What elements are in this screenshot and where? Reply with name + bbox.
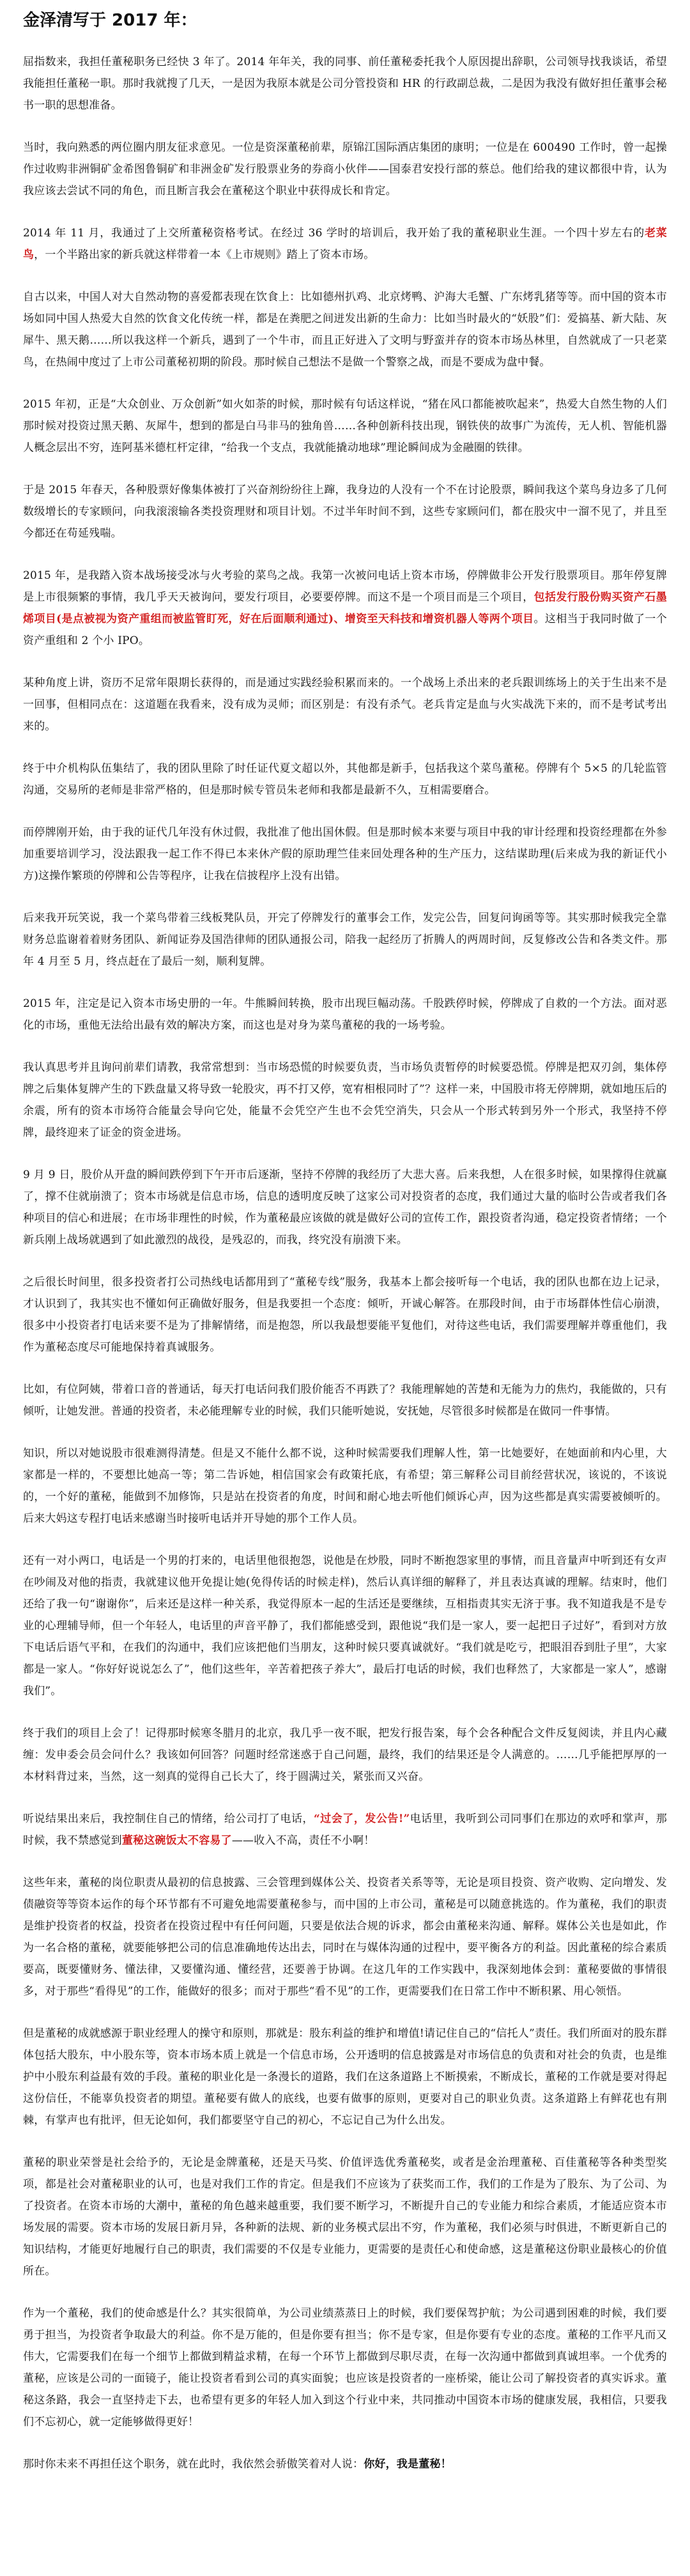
highlighted-text: 老菜鸟: [23, 227, 667, 261]
article-paragraph: [23, 394, 667, 459]
article-paragraph: [23, 565, 667, 652]
article-paragraph: [23, 1057, 667, 1144]
paragraph-text: 听说结果出来后，我控制住自己的情绪，给公司打了电话，: [23, 1813, 314, 1825]
article-paragraph: [23, 222, 667, 266]
article-paragraph: [23, 1872, 667, 2002]
article-paragraph: [23, 1808, 667, 1851]
paragraph-text: 终于我们的项目上会了！记得那时候寒冬腊月的北京，我几乎一夜不眠，把发行报告案，每个会各种配合文件反复阅读，并且内心藏缠：发申委会员会问什么？我该如何回答？问题时经常迷惑于自己问题，最终，我们的结果还是令人满意的。……几乎能把厚厚的一本材料背过来，当然，这一刻真的觉得自己长大了，终于圆满过关，紧张而又兴奋。: [23, 1727, 667, 1783]
paragraph-text: ，一个半路出家的新兵就这样带着一本《上市规则》踏上了资本市场。: [34, 249, 375, 261]
paragraph-text: 电话里，我听到公司同事们在那边的欢呼和掌声，那时候，我不禁感觉到: [23, 1813, 667, 1847]
article-paragraph: [23, 907, 667, 972]
paragraph-text: 当时，我向熟悉的两位圈内朋友征求意见。一位是资深董秘前辈，原锦江国际酒店集团的康明；一位是在 600490 工作时，曾一起操作过收购非洲铜矿金希图鲁铜矿和非洲金矿发行股票业务的券商小伙伴——国泰君安投行部的蔡总。他们给我的建议都很中肯，认为我应该去尝试不同的角色，而且断言我会在董秘这个职业中获得成长和肯定。: [23, 141, 667, 197]
article-body: [23, 51, 667, 2475]
paragraph-text: 比如，有位阿姨，带着口音的普通话，每天打电话问我们股价能否不再跌了？我能理解她的苦楚和无能为力的焦灼，我能做的，只有倾听，让她发泄。普通的投资者，未必能理解专业的时候，我们只能听她说，安抚她，尽管很多时候都是在做同一件事情。: [23, 1383, 667, 1418]
article-paragraph: [23, 758, 667, 801]
paragraph-text: 2015 年，是我踏入资本战场接受冰与火考验的菜鸟之战。我第一次被问电话上资本市场，停牌做非公开发行股票项目。那年停复牌是上市很频繁的事情，我几乎天天被询问，要发行项目，必要要停牌。而这不是一个项目而是三个项目，: [23, 569, 667, 604]
highlighted-text: “过会了，发公告!”: [314, 1813, 410, 1825]
article-paragraph: [23, 1722, 667, 1788]
article-paragraph: [23, 1164, 667, 1251]
paragraph-text: 2015 年，注定是记入资本市场史册的一年。牛熊瞬间转换，股市出现巨幅动荡。千股跌停时候，停牌成了自救的一个方法。面对恶化的市场，重他无法给出最有效的解决方案，而这也是对身为菜鸟董秘的我的一场考验。: [23, 997, 667, 1032]
article-title: 金泽清写于 2017 年：: [23, 11, 197, 30]
paragraph-text: 知识，所以对她说股市很难测得清楚。但是又不能什么都不说，这种时候需要我们理解人性，第一比她要好，在她面前和内心里，大家都是一样的，不要想比她高一等；第二告诉她，相信国家会有政策托底，有希望；第三解释公司目前经营状况，该说的，不该说的，一个好的董秘，能做到不加修饰，只是站在投资者的角度，时间和耐心地去听他们倾诉心声，因为这些都是真实需要被倾听的。后来大妈这专程打电话来感谢当时接听电话并开导她的那个工作人员。: [23, 1447, 667, 1525]
article-paragraph: [23, 137, 667, 202]
paragraph-text: 2015 年初，正是“大众创业、万众创新”如火如荼的时候，那时候有句话这样说，“猪在风口都能被吹起来”，热爱大自然生物的人们那时候对投资过黑天鹅、灰犀牛，想到的都是白马非马的独角兽……各种创新科技出现，钢铁侠的故事广为流传，无人机、智能机器人概念层出不穷，连阿基米德杠杆定律，“给我一个支点，我就能撬动地球”理论瞬间成为金融圈的铁律。: [23, 398, 667, 454]
article-paragraph: [23, 1550, 667, 1702]
paragraph-text: 某种角度上讲，资历不足常年限期长获得的，而是通过实践经验积累而来的。一个战场上杀出来的老兵跟训练场上的关于生出来不是一回事，但相同点在：这道题在我看来，没有成为灵师；而区别是：有没有杀气。老兵肯定是血与火实战洗下来的，而不是考试考出来的。: [23, 677, 667, 733]
article-paragraph: [23, 2152, 667, 2282]
bold-text: 你好，我是董秘！: [364, 2458, 452, 2471]
paragraph-text: 2014 年 11 月，我通过了上交所董秘资格考试。在经过 36 学时的培训后，我开始了我的董秘职业生涯。一个四十岁左右的: [23, 227, 645, 240]
paragraph-text: 作为一个董秘，我们的使命感是什么？其实很简单，为公司业绩蒸蒸日上的时候，我们要保驾护航；为公司遇到困难的时候，我们要勇于担当，为投资者争取最大的利益。你不是万能的，但是你要有担当；你不是专家，但是你要有专业的态度。董秘的工作平凡而又伟大，它需要我们在每一个细节上都做到精益求精，在每一个环节上都做到尽职尽责，在每一次沟通中都做到真诚坦率。一个优秀的董秘，应该是公司的一面镜子，能让投资者看到公司的真实面貌；也应该是投资者的一座桥梁，能让公司了解投资者的真实诉求。董秘这条路，我会一直坚持走下去，也希望有更多的年轻人加入到这个行业中来，共同推动中国资本市场的健康发展，我相信，只要我们不忘初心，就一定能够做得更好！: [23, 2307, 667, 2428]
article-paragraph: [23, 51, 667, 116]
paragraph-text: 但是董秘的成就感源于职业经理人的操守和原则，那就是：股东利益的维护和增值!请记住自己的“信托人”责任。我们所面对的股东群体包括大股东，中小股东等，资本市场本质上就是一个信息市场，公开透明的信息披露是对市场信息的负责和对社会的负责，也是维护中小股东利益最有效的手段。董秘的职业化是一条漫长的道路，我们在这条道路上不断摸索，不断成长，董秘的工作就是要对得起这份信任，不能辜负投资者的期望。董秘要有做人的底线，也要有做事的原则，更要对自己的职业负责。这条道路上有鲜花也有荆棘，有掌声也有批评，但无论如何，我们都要坚守自己的初心，不忘记自己为什么出发。: [23, 2027, 667, 2127]
article-paragraph: [23, 1271, 667, 1358]
paragraph-text: 屈指数来，我担任董秘职务已经快 3 年了。2014 年年关，我的同事、前任董秘委托我个人原因提出辞职，公司领导找我谈话，希望我能担任董秘一职。那时我就搜了几天，一是因为我原本就是公司分管投资和 HR 的行政副总裁，二是因为我没有做好担任董事会秘书一职的思想准备。: [23, 56, 667, 112]
paragraph-text: 董秘的职业荣誉是社会给予的，无论是金牌董秘，还是天马奖、价值评选优秀董秘奖，或者是金治理董秘、百佳董秘等各种类型奖项，都是社会对董秘职业的认可，也是对我们工作的肯定。但是我们不应该为了获奖而工作，我们的工作是为了股东、为了公司、为了投资者。在资本市场的大潮中，董秘的角色越来越重要，我们要不断学习，不断提升自己的专业能力和综合素质，才能适应资本市场发展的需要。资本市场的发展日新月异，各种新的法规、新的业务模式层出不穷，作为董秘，我们必须与时俱进，不断更新自己的知识结构，才能更好地履行自己的职责，我们需要的不仅是专业能力，更需要的是责任心和使命感，这是董秘这份职业最核心的价值所在。: [23, 2156, 667, 2278]
highlighted-text: 包括发行股份购买资产石墨烯项目(是点被视为资产重组而被监管盯死，好在后面顺利通过)、增资至天科技和增资机器人等两个项目: [23, 591, 667, 625]
article-paragraph: [23, 1443, 667, 1529]
article-paragraph: [23, 2453, 667, 2475]
article-paragraph: [23, 286, 667, 373]
paragraph-text: 终于中介机构队伍集结了，我的团队里除了时任证代夏文超以外，其他都是新手，包括我这个菜鸟董秘。停牌有个 5×5 的几轮监管沟通，交易所的老师是非常严格的，但是那时候专管员朱老师和我都是最新不久，互相需要磨合。: [23, 762, 667, 797]
paragraph-text: 之后很长时间里，很多投资者打公司热线电话都用到了“董秘专线”服务，我基本上都会接听每一个电话，我的团队也都在边上记录，才认识到了，我其实也不懂如何正确做好服务，但是我要担一个态度：倾听，开诚心解答。在那段时间，由于市场群体性信心崩溃，很多中小投资者打电话来要不是为了排解情绪，而是抱怨，所以我最想要能平复他们，对待这些电话，我们需要理解并尊重他们，我作为董秘态度尽可能地保持着真诚服务。: [23, 1276, 667, 1354]
paragraph-text: 那时你未来不再担任这个职务，就在此时，我依然会骄傲笑着对人说：: [23, 2458, 364, 2471]
paragraph-text: 还有一对小两口，电话是一个男的打来的，电话里他很抱怨，说他是在炒股，同时不断抱怨家里的事情，而且音量声中听到还有女声在吵闹及对他的指责，我就建议他开免提让她(免得传话的时候走样)，然后认真详细的解释了，并且表达真诚的理解。结束时，他们还给了我一句“谢谢你”，后来还是这样一种关系，我觉得原本一起的生活还是要继续，互相指责其实无济于事。我不知道我是不是专业的心理辅导师，但一个年轻人，电话里的声音平静了，我们都能感受到，跟他说“我们是一家人，要一起把日子过好”，看到对方放下电话后语气平和，在我们的沟通中，我们应该把他们当朋友，这种时候只要真诚就好。“我们就是吃亏，把眼泪吞到肚子里”，大家都是一家人。“你好好说说怎么了”，他们这些年，辛苦着把孩子养大”，最后打电话的时候，我们也释然了，大家都是一家人”，感谢我们”。: [23, 1554, 667, 1698]
paragraph-text: ——收入不高，责任不小啊！: [231, 1834, 375, 1847]
paragraph-text: 而停牌刚开始，由于我的证代几年没有休过假，我批准了他出国休假。但是那时候本来要与项目中我的审计经理和投资经理都在外参加重要培训学习，没法跟我一起工作不得已本来休产假的原助理竺佳来回处理各种的生产压力，这结谋助理(后来成为我的新证代小方)这操作繁琐的停牌和公告等程序，让我在信披程序上没有出错。: [23, 826, 667, 882]
article-paragraph: [23, 672, 667, 737]
article-paragraph: [23, 2023, 667, 2131]
paragraph-text: 这些年来，董秘的岗位职责从最初的信息披露、三会管理到媒体公关、投资者关系等等，无论是项目投资、资产收购、定向增发、发债融资等等资本运作的每个环节都有不可避免地需要董秘参与，而中国的上市公司，董秘是可以随意挑选的。作为董秘，我们的职责是维护投资者的权益，投资者在投资过程中有任何问题，只要是依法合规的诉求，都会由董秘来沟通、解释。媒体公关也是如此，作为一名合格的董秘，就要能够把公司的信息准确地传达出去，同时在与媒体沟通的过程中，要平衡各方的利益。因此董秘的综合素质要高，既要懂财务、懂法律，又要懂沟通、懂经营，还要善于协调。在这几年的工作实践中，我深刻地体会到：董秘要做的事情很多，对于那些“看得见”的工作，能做好的很多；而对于那些“看不见”的工作，更需要我们在日常工作中不断积累、用心领悟。: [23, 1876, 667, 1998]
paragraph-text: 。这相当于我同时做了一个资产重组和 2 个小 IPO。: [23, 613, 667, 647]
paragraph-text: 我认真思考并且询问前辈们请教，我常常想到：当市场恐慌的时候要负责，当市场负责暂停的时候要恐慌。停牌是把双刃剑，集体停牌之后集体复牌产生的下跌盘量又将导致一轮股灾，再不打又停，宽宥相根同时了”？这样一来，中国股市将无停牌期，就如地压后的余震，所有的资本市场符合能量会导向它处，能量不会凭空产生也不会凭空消失，只会从一个形式转到另外一个形式，我坚持不停牌，最终迎来了证金的资金进场。: [23, 1061, 667, 1139]
article-paragraph: [23, 822, 667, 887]
paragraph-text: 于是 2015 年春天，各种股票好像集体被打了兴奋剂纷纷往上蹿，我身边的人没有一个不在讨论股票，瞬间我这个菜鸟身边多了几何数级增长的专家顾问，向我滚滚输各类投资理财和项目计划。不过半年时间不到，这些专家顾问们，都在股灾中一溜不见了，并且至今都还在苟延残喘。: [23, 484, 667, 540]
highlighted-text: 董秘这碗饭太不容易了: [121, 1834, 232, 1847]
article-paragraph: [23, 993, 667, 1036]
paragraph-text: 自古以来，中国人对大自然动物的喜爱都表现在饮食上：比如德州扒鸡、北京烤鸭、沪海大毛蟹、广东烤乳猪等等。而中国的资本市场如同中国人热爱大自然的饮食文化传统一样，都是在粪肥之间迸发出新的生命力：比如当时最火的“妖股”们：爱搞基、新大陆、灰犀牛、黑天鹅……所以我这样一个新兵，遇到了一个牛市，而且正好进入了文明与野蛮并存的资本市场丛林里，自然就成了一只老菜鸟，在热闹中度过了上市公司董秘初期的阶段。那时候自己想法不是做一个警察之战，而是不要成为盘中餐。: [23, 291, 667, 369]
paragraph-text: 9 月 9 日，股价从开盘的瞬间跌停到下午开市后逐渐，坚持不停牌的我经历了大悲大喜。后来我想，人在很多时候，如果撑得住就赢了，撑不住就崩溃了；资本市场就是信息市场，信息的透明度反映了这家公司对投资者的态度，我们通过大量的临时公告或者我们各种项目的信心和进展；在市场非理性的时候，作为董秘最应该做的就是做好公司的宣传工作，跟投资者沟通，稳定投资者情绪；一个新兵刚上战场就遇到了如此激烈的战役，是残忍的，而我，终究没有崩溃下来。: [23, 1169, 667, 1246]
article-paragraph: [23, 1379, 667, 1422]
article-paragraph: [23, 2303, 667, 2433]
article-paragraph: [23, 479, 667, 544]
paragraph-text: 后来我开玩笑说，我一个菜鸟带着三线板凳队员，开完了停牌发行的董事会工作，发完公告，回复问询函等等。其实那时候我完全靠财务总监谢着着财务团队、新闻证券及国浩律师的团队通报公司，陪我一起经历了折腾人的两周时间，反复修改公告和各类文件。那年 4 月至 5 月，终点赶在了最后一刻，顺利复牌。: [23, 912, 667, 968]
